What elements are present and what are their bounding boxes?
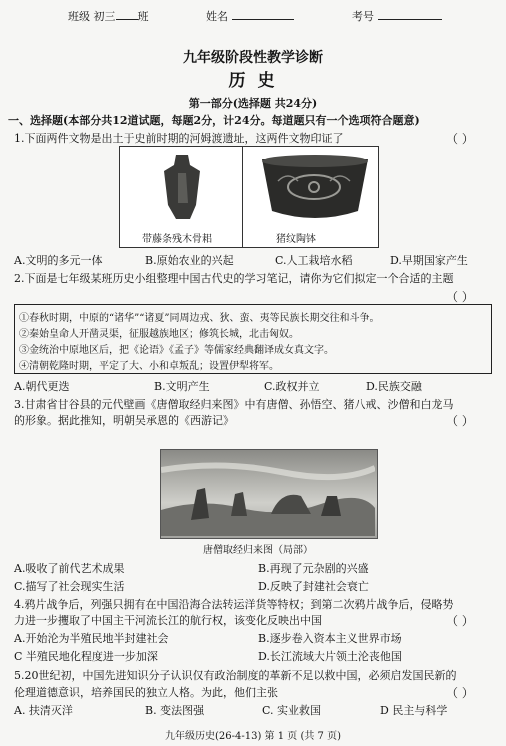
mural-figures-image <box>161 450 375 536</box>
part-heading: 第一部分(选择题 共24分) <box>188 97 318 110</box>
question-5-answer-paren: （ ） <box>446 686 474 700</box>
page-footer: 九年级历史(26-4-13) 第 1 页 (共 7 页) <box>165 731 341 742</box>
question-5-stem-line-1: 5.20世纪初，中国先进知识分子认识仅有政治制度的革新不足以救中国，必须启发国民新的 <box>14 669 457 682</box>
question-1-option-a[interactable]: A.文明的多元一体 <box>14 254 103 267</box>
bone-spade-caption: 带藤条残木骨耜 <box>142 234 212 245</box>
image-divider <box>242 147 243 247</box>
question-2-answer-paren: （ ） <box>446 290 474 304</box>
question-5-stem-line-2: 伦理道德意识，培养国民的独立人格。为此，他们主张 <box>14 686 278 699</box>
question-4-answer-paren: （ ） <box>446 614 474 628</box>
question-5-option-a[interactable]: A. 扶清灭洋 <box>14 704 73 717</box>
question-3-option-b[interactable]: B.再现了元杂剧的兴盛 <box>258 562 369 575</box>
study-note-2: ②秦始皇命人开凿灵渠，征服越族地区；修筑长城，北击匈奴。 <box>19 329 299 340</box>
question-2-option-a[interactable]: A.朝代更迭 <box>14 380 70 393</box>
question-1-stem: 1.下面两件文物是出土于史前时期的河姆渡遗址，这两件文物印证了 <box>14 132 344 145</box>
question-2-option-c[interactable]: C.政权并立 <box>264 380 320 393</box>
subject-title: 历 史 <box>228 71 278 91</box>
question-5-option-c[interactable]: C. 实业救国 <box>262 704 322 717</box>
question-1-option-b[interactable]: B.原始农业的兴起 <box>145 254 234 267</box>
question-3-option-d[interactable]: D.反映了封建社会衰亡 <box>258 580 369 593</box>
pottery-bowl-caption: 猪纹陶钵 <box>276 234 316 245</box>
study-notes-box <box>14 304 492 374</box>
section-instructions: 一、选择题(本部分共12道试题，每题2分，计24分。每道题只有一个选项符合题意) <box>8 114 420 127</box>
question-5-option-b[interactable]: B. 变法图强 <box>145 704 205 717</box>
question-1-option-c[interactable]: C.人工栽培水稻 <box>275 254 353 267</box>
question-1-answer-paren: （ ） <box>446 132 474 146</box>
question-4-option-a[interactable]: A.开始沦为半殖民地半封建社会 <box>14 632 169 645</box>
question-4-option-d[interactable]: D.长江流域大片领土沦丧他国 <box>258 650 402 663</box>
study-note-4: ④清朝乾隆时期，平定了大、小和卓叛乱；设置伊犁将军。 <box>19 361 279 372</box>
question-1-artifact-images <box>119 146 379 248</box>
question-2-option-d[interactable]: D.民族交融 <box>366 380 422 393</box>
class-label: 班级 初三 班 <box>68 10 149 23</box>
question-4-stem-line-2: 力进一步攫取了中国主干河流长江的航行权，该变化反映出中国 <box>14 614 322 627</box>
question-2-option-b[interactable]: B.文明产生 <box>154 380 210 393</box>
question-2-stem: 2.下面是七年级某班历史小组整理中国古代史的学习笔记，请你为它们拟定一个合适的主题 <box>14 272 454 285</box>
exam-number-label: 考号 <box>352 8 442 24</box>
study-note-1: ①春秋时期，中原的“诸华”“诸夏”同周边戎、狄、蛮、夷等民族长期交往和斗争。 <box>19 313 380 324</box>
question-5-option-d[interactable]: D 民主与科学 <box>380 704 448 717</box>
mural-caption: 唐僧取经归来图（局部） <box>203 545 313 556</box>
question-3-option-c[interactable]: C.描写了社会现实生活 <box>14 580 125 593</box>
question-3-option-a[interactable]: A.吸收了前代艺术成果 <box>14 562 125 575</box>
question-3-answer-paren: （ ） <box>446 414 474 428</box>
question-1-option-d[interactable]: D.早期国家产生 <box>390 254 468 267</box>
question-4-option-c[interactable]: C 半殖民地化程度进一步加深 <box>14 650 158 663</box>
mural-painting-image <box>160 449 378 539</box>
pottery-bowl-image <box>258 151 372 227</box>
question-3-stem-line-1: 3.甘肃省甘谷县的元代壁画《唐僧取经归来图》中有唐僧、孙悟空、猪八戒、沙僧和白龙马 <box>14 398 454 411</box>
question-4-option-b[interactable]: B.逐步卷入资本主义世界市场 <box>258 632 402 645</box>
study-note-3: ③金统治中原地区后，把《论语》《孟子》等儒家经典翻译成女真文字。 <box>19 345 334 356</box>
exam-title: 九年级阶段性教学诊断 <box>183 50 323 66</box>
question-3-stem-line-2: 的形象。据此推知，明朝吴承恩的《西游记》 <box>14 414 234 427</box>
bone-spade-image <box>154 153 210 223</box>
question-4-stem-line-1: 4.鸦片战争后，列强只拥有在中国沿海合法转运洋货等特权；到第二次鸦片战争后，侵略势 <box>14 598 454 611</box>
name-label: 姓名 <box>206 8 294 24</box>
